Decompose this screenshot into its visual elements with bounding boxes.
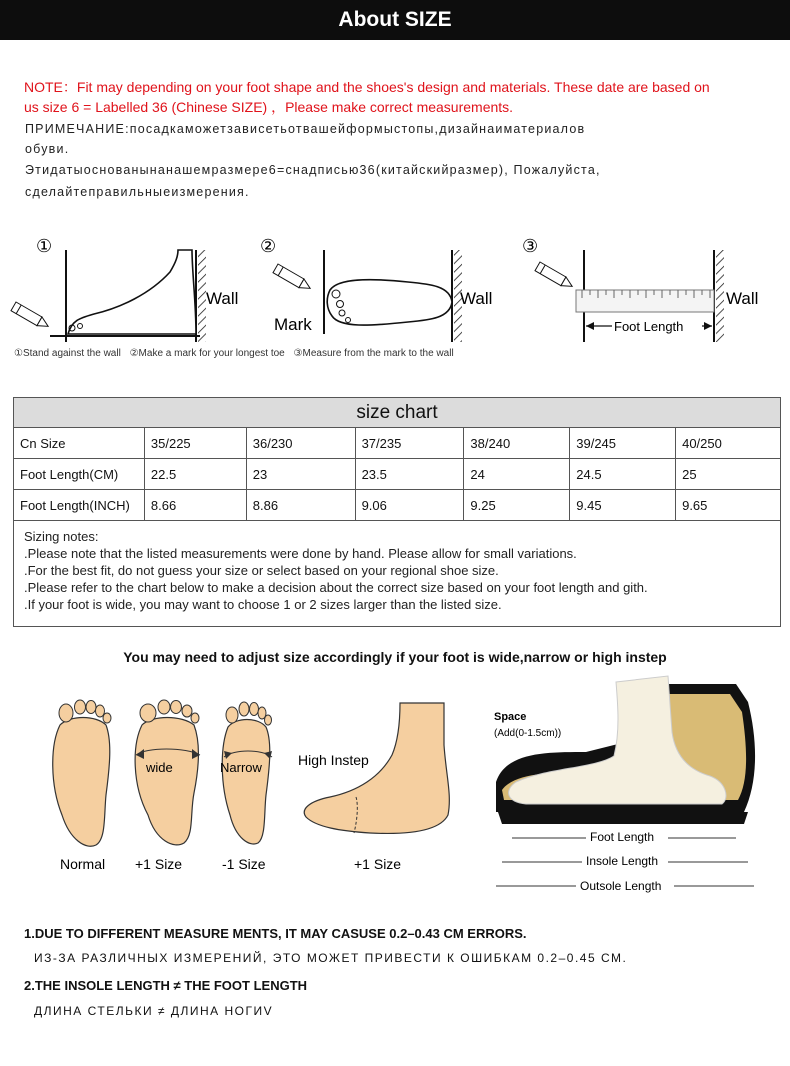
minus1-size-label: -1 Size [222, 856, 266, 872]
row-label: Foot Length(INCH) [14, 490, 145, 521]
step2-mark-label: Mark [274, 315, 312, 334]
table-cell: 38/240 [464, 428, 570, 459]
size-chart-title: size chart [14, 398, 781, 428]
step1-pencil-icon [11, 302, 51, 331]
step3-number: ③ [522, 236, 539, 257]
insole-length-label: Insole Length [586, 854, 659, 868]
step1-caption: ①Stand against the wall [14, 348, 121, 359]
insole-note: 2.THE INSOLE LENGTH ≠ THE FOOT LENGTH [24, 978, 308, 993]
table-cell: 25 [676, 459, 781, 490]
table-cell: 8.66 [144, 490, 246, 521]
table-row [14, 490, 781, 521]
table-cell: 23 [246, 459, 355, 490]
table-cell: 36/230 [246, 428, 355, 459]
table-cell: 24.5 [570, 459, 676, 490]
step3-wall [716, 250, 724, 342]
sizing-notes-heading: Sizing notes: [24, 529, 99, 544]
normal-label: Normal [60, 856, 106, 872]
row-label: Cn Size [14, 428, 145, 459]
note-red-line2: us size 6 = Labelled 36 (Chinese SIZE) ，Please make correct measurements. [24, 99, 514, 115]
table-cell: 9.65 [676, 490, 781, 521]
row-label: Foot Length(CM) [14, 459, 145, 490]
high-instep-foot-icon [304, 703, 449, 833]
step2-pencil-icon [273, 264, 313, 293]
step3-caption: ③Measure from the mark to the wall [293, 348, 454, 359]
plus1-size-label: +1 Size [135, 856, 183, 872]
table-cell: 35/225 [144, 428, 246, 459]
measurement-steps-illustration [10, 232, 540, 362]
note-red-line1: NOTE：Fit may depending on your foot shape and the shoes's design and materials. These date are based on [24, 79, 710, 95]
narrow-label: Narrow [220, 760, 262, 775]
step2-wall-label: Wall [460, 289, 493, 308]
step1-foot-icon [68, 250, 196, 334]
table-cell: 23.5 [355, 459, 464, 490]
step1-wall [198, 250, 206, 342]
steps-caption [14, 348, 460, 359]
error-note: 1.DUE TO DIFFERENT MEASURE MENTS, IT MAY CASUSE 0.2–0.43 CM ERRORS. [24, 926, 527, 941]
page-header: About SIZE [0, 0, 790, 40]
table-cell: 8.86 [246, 490, 355, 521]
sizing-notes [13, 518, 781, 627]
table-cell: 9.06 [355, 490, 464, 521]
shoe-length-illustration [486, 672, 766, 897]
table-cell: 9.25 [464, 490, 570, 521]
table-cell: 37/235 [355, 428, 464, 459]
space-label: Space [494, 711, 527, 723]
table-cell: 40/250 [676, 428, 781, 459]
step3-illustration [520, 232, 790, 362]
instep-plus1-size-label: +1 Size [354, 856, 402, 872]
step3-foot-length-label: Foot Length [614, 319, 684, 334]
space-add-label: (Add(0-1.5cm)) [494, 728, 562, 739]
note-ru-line2: обуви. [25, 142, 70, 156]
table-cell: 24 [464, 459, 570, 490]
note-red [24, 77, 774, 117]
sizing-note: .Please refer to the chart below to make a decision about the correct size based on your foot length and gith. [24, 580, 648, 595]
step2-caption: ②Make a mark for your longest toe [129, 348, 285, 359]
error-note-ru: ИЗ-ЗА РАЗЛИЧНЫХ ИЗМЕРЕНИЙ, ЭТО МОЖЕТ ПРИВЕСТИ К ОШИБКАМ 0.2–0.45 СМ. [34, 951, 628, 965]
table-cell: 22.5 [144, 459, 246, 490]
table-cell: 39/245 [570, 428, 676, 459]
table-row [14, 459, 781, 490]
step1-number: ① [36, 236, 53, 257]
step1-wall-label: Wall [206, 289, 239, 308]
step3-pencil-icon [535, 262, 575, 291]
step3-wall-label: Wall [726, 289, 759, 308]
normal-foot-icon [53, 700, 111, 846]
outsole-length-label: Outsole Length [580, 879, 662, 893]
adjust-title: You may need to adjust size accordingly if your foot is wide,narrow or high instep [123, 649, 667, 665]
note-ru-line1: ПРИМЕЧАНИЕ:посадкаможетзависетьотвашейформыстопы,дизайнаиматериалов [25, 122, 586, 136]
size-chart-table [13, 397, 781, 521]
wide-label: wide [146, 760, 173, 775]
step2-number: ② [260, 236, 277, 257]
step3-ruler [576, 290, 714, 312]
insole-note-ru: ДЛИНА СТЕЛЬКИ ≠ ДЛИНА НОГИV [34, 1004, 274, 1018]
high-instep-label: High Instep [298, 752, 369, 768]
sizing-note: .For the best fit, do not guess your size or select based on your regional shoe size. [24, 563, 499, 578]
note-ru-line4: сделайтеправильныеизмерения. [25, 185, 250, 199]
note-ru-line3: Этидатыоснованынанашемразмере6=снадписью36(китайскийразмер), Пожалуйста, [25, 163, 601, 177]
table-row [14, 428, 781, 459]
table-cell: 9.45 [570, 490, 676, 521]
foot-shapes-illustration [40, 685, 460, 880]
sizing-note: .If your foot is wide, you may want to choose 1 or 2 sizes larger than the listed size. [24, 597, 502, 612]
foot-length-label: Foot Length [590, 830, 655, 844]
sizing-note: .Please note that the listed measurements were done by hand. Please allow for small variations. [24, 546, 577, 561]
